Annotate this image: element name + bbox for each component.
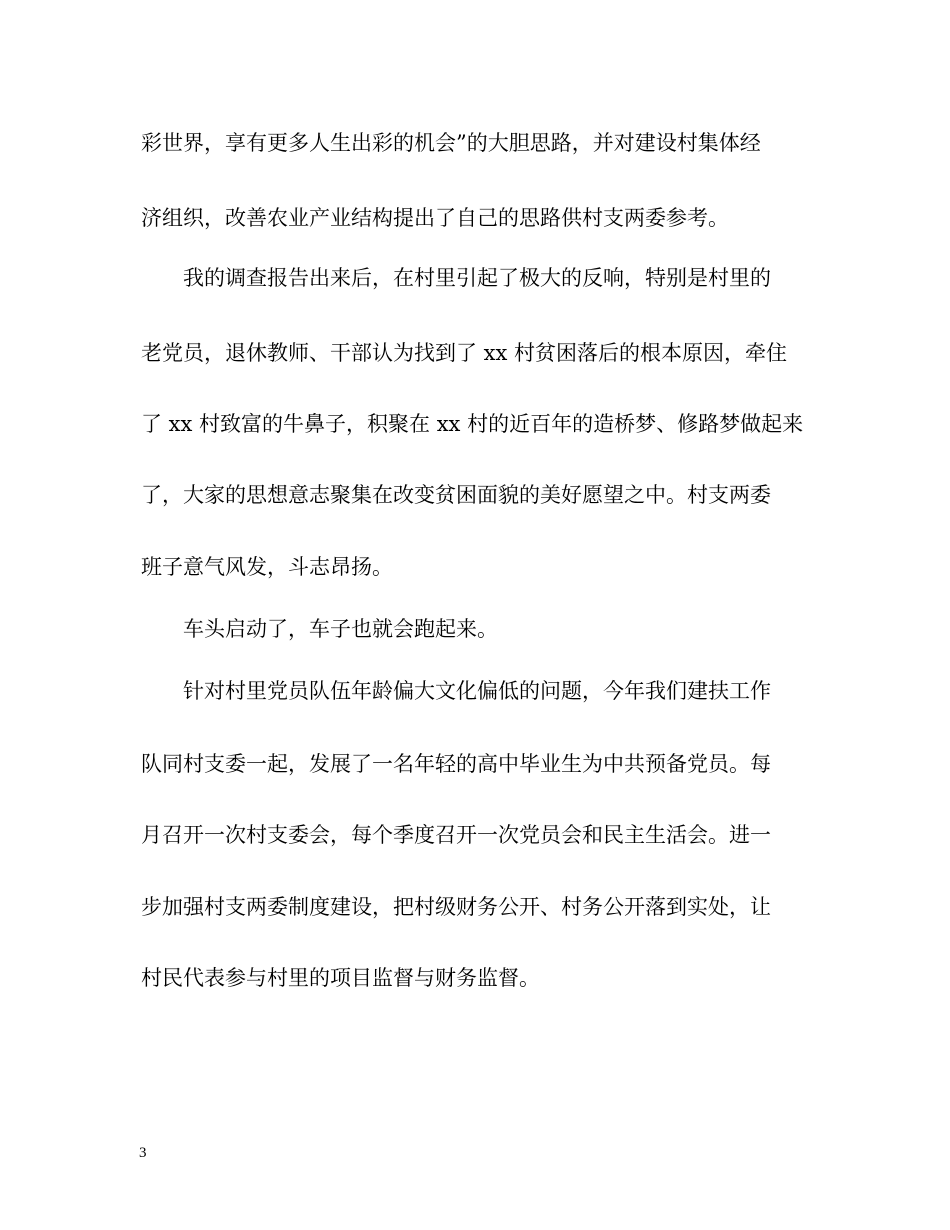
paragraph-line: 老党员，退休教师、干部认为找到了 xx 村贫困落后的根本原因，牵住	[141, 341, 788, 365]
paragraph-line: 月召开一次村支委会，每个季度召开一次党员会和民主生活会。进一	[141, 823, 771, 847]
paragraph-line: 村民代表参与村里的项目监督与财务监督。	[141, 966, 540, 990]
paragraph-line: 我的调查报告出来后，在村里引起了极大的反响，特别是村里的	[183, 266, 771, 290]
paragraph-line: 了，大家的思想意志聚集在改变贫困面貌的美好愿望之中。村支两委	[141, 483, 771, 507]
paragraph-line: 班子意气风发，斗志昂扬。	[141, 555, 393, 579]
paragraph-line: 针对村里党员队伍年龄偏大文化偏低的问题，今年我们建扶工作	[183, 679, 771, 703]
paragraph-line: 了 xx 村致富的牛鼻子，积聚在 xx 村的近百年的造桥梦、修路梦做起来	[141, 412, 804, 436]
paragraph-line: 彩世界，享有更多人生出彩的机会”的大胆思路，并对建设村集体经	[141, 131, 761, 155]
paragraph-line: 队同村支委一起，发展了一名年轻的高中毕业生为中共预备党员。每	[141, 752, 771, 776]
paragraph-line: 济组织，改善农业产业结构提出了自己的思路供村支两委参考。	[141, 206, 729, 230]
paragraph-line: 车头启动了，车子也就会跑起来。	[183, 617, 498, 641]
paragraph-line: 步加强村支两委制度建设，把村级财务公开、村务公开落到实处，让	[141, 895, 771, 919]
page-number: 3	[139, 1145, 147, 1161]
